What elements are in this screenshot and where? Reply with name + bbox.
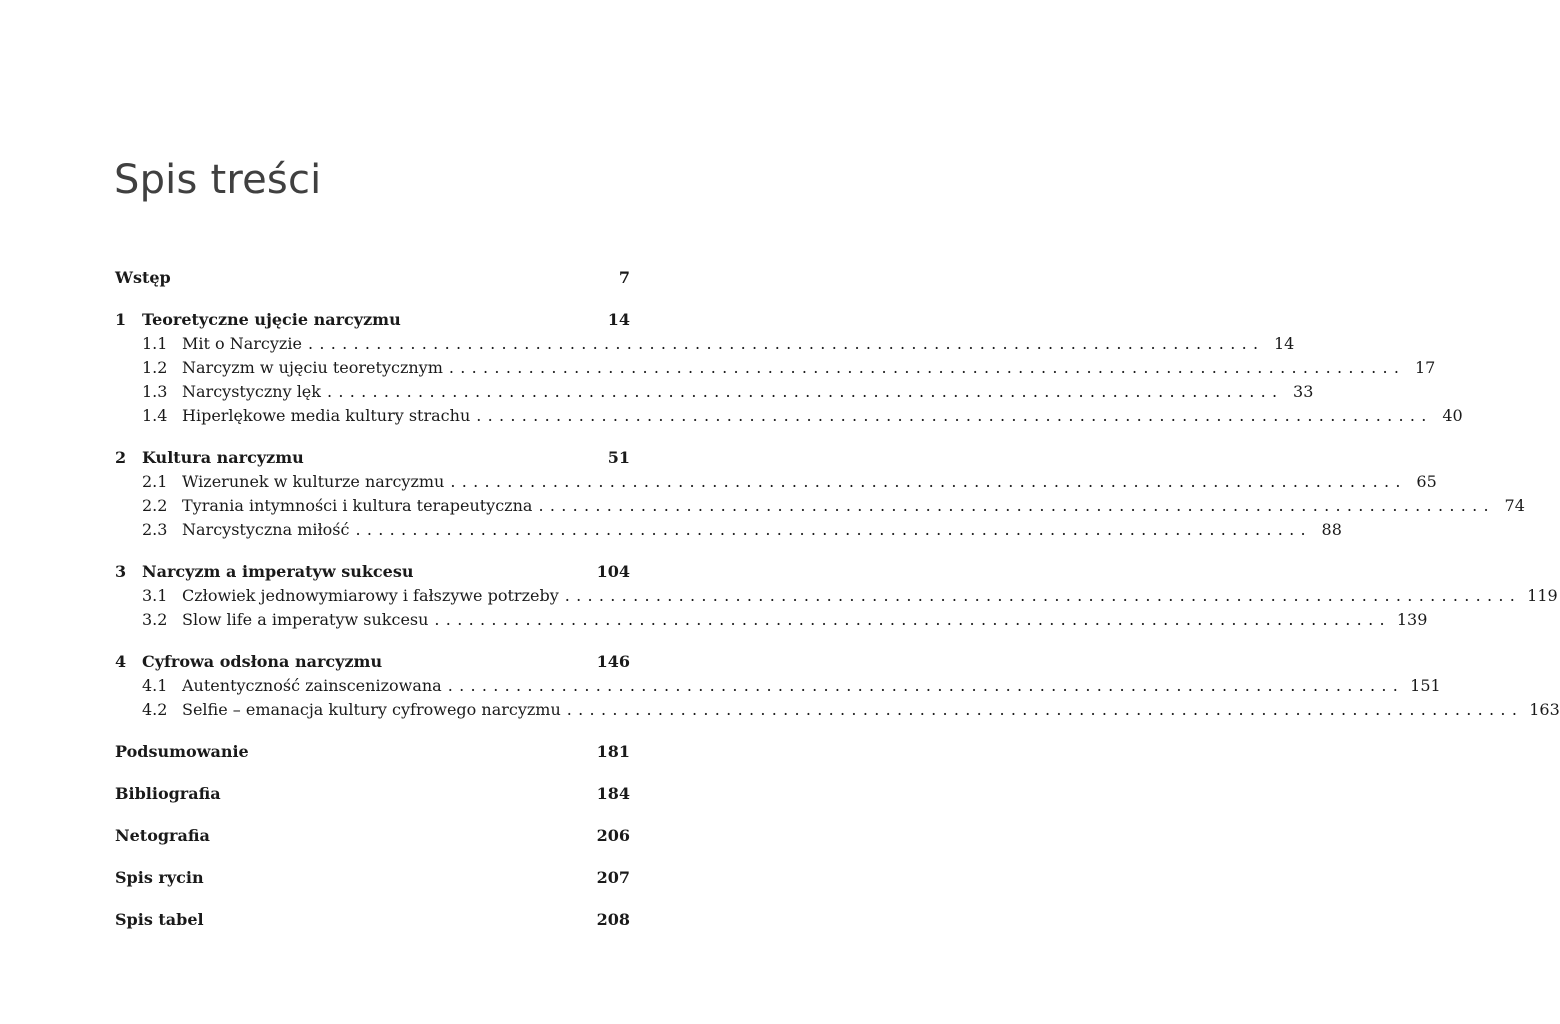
- chapter-title: Cyfrowa odsłona narcyzmu: [142, 652, 383, 671]
- toc-entry-title: Spis rycin: [115, 868, 204, 887]
- section-number: 1.1: [142, 334, 168, 353]
- toc-section-1-3[interactable]: [115, 380, 1314, 404]
- toc-entry-title: Bibliografia: [115, 784, 221, 803]
- chapter-title: Kultura narcyzmu: [142, 448, 304, 467]
- section-page: 14: [1274, 334, 1295, 353]
- toc-entry-bibliography[interactable]: [115, 782, 630, 806]
- toc-entry-title: Netografia: [115, 826, 210, 845]
- dot-leader: ....................................................................................: [566, 700, 1524, 719]
- section-page: 40: [1442, 406, 1463, 425]
- toc-section-3-1[interactable]: [115, 584, 1558, 608]
- toc-entry-list-of-tables[interactable]: [115, 908, 630, 932]
- section-page: 88: [1321, 520, 1342, 539]
- toc-entry-netography[interactable]: [115, 824, 630, 848]
- section-title: Narcystyczny lęk: [182, 382, 321, 401]
- section-number: 1.3: [142, 382, 168, 401]
- dot-leader: ....................................................................................: [447, 676, 1405, 695]
- toc-section-1-2[interactable]: [115, 356, 1436, 380]
- chapter-title: Teoretyczne ujęcie narcyzmu: [142, 310, 401, 329]
- dot-leader: ....................................................................................: [538, 496, 1495, 515]
- toc-entry-list-of-figures[interactable]: [115, 866, 630, 890]
- chapter-page: 104: [596, 562, 630, 581]
- section-title: Hiperlękowe media kultury strachu: [182, 406, 471, 425]
- dot-leader: ....................................................................................: [450, 472, 1407, 491]
- section-number: 4.1: [142, 676, 168, 695]
- toc-section-1-4[interactable]: [115, 404, 1463, 428]
- section-number: 1.4: [142, 406, 168, 425]
- section-page: 17: [1414, 358, 1436, 377]
- toc-chapter-2[interactable]: [115, 446, 630, 470]
- chapter-title: Narcyzm a imperatyw sukcesu: [142, 562, 414, 581]
- toc-entry-page: 184: [596, 784, 630, 803]
- section-page: 74: [1504, 496, 1525, 515]
- section-page: 163: [1529, 700, 1560, 719]
- section-page: 119: [1527, 586, 1558, 605]
- toc-entry-title: Podsumowanie: [115, 742, 249, 761]
- chapter-number: 4: [115, 652, 127, 671]
- section-title: Narcyzm w ujęciu teoretycznym: [182, 358, 443, 377]
- chapter-number: 2: [115, 448, 127, 467]
- section-number: 2.3: [142, 520, 168, 539]
- toc-section-2-1[interactable]: [115, 470, 1437, 494]
- section-number: 1.2: [142, 358, 168, 377]
- toc-section-4-2[interactable]: [115, 698, 1560, 722]
- dot-leader: ....................................................................................: [448, 358, 1406, 377]
- chapter-page: 51: [607, 448, 630, 467]
- toc-entry-page: 208: [596, 910, 630, 929]
- chapter-page: 146: [596, 652, 630, 671]
- dot-leader: ....................................................................................: [307, 334, 1265, 353]
- toc-entry-title: Spis tabel: [115, 910, 204, 929]
- section-number: 3.1: [142, 586, 168, 605]
- section-title: Narcystyczna miłość: [182, 520, 350, 539]
- section-page: 65: [1416, 472, 1437, 491]
- section-title: Tyrania intymności i kultura terapeutyczna: [182, 496, 533, 515]
- chapter-page: 14: [607, 310, 630, 329]
- toc-section-3-2[interactable]: [115, 608, 1428, 632]
- toc-section-2-3[interactable]: [115, 518, 1342, 542]
- section-title: Autentyczność zainscenizowana: [182, 676, 442, 695]
- dot-leader: ....................................................................................: [355, 520, 1312, 539]
- toc-entry-summary[interactable]: [115, 740, 630, 764]
- section-title: Wizerunek w kulturze narcyzmu: [182, 472, 445, 491]
- toc-entry-intro[interactable]: [115, 266, 630, 290]
- dot-leader: ....................................................................................: [564, 586, 1522, 605]
- toc-section-4-1[interactable]: [115, 674, 1441, 698]
- page-title: Spis treści: [114, 157, 322, 203]
- toc-chapter-3[interactable]: [115, 560, 630, 584]
- section-number: 4.2: [142, 700, 168, 719]
- dot-leader: ....................................................................................: [326, 382, 1284, 401]
- section-number: 2.1: [142, 472, 168, 491]
- section-page: 139: [1396, 610, 1428, 629]
- section-number: 2.2: [142, 496, 168, 515]
- section-page: 33: [1293, 382, 1314, 401]
- section-title: Selfie – emanacja kultury cyfrowego narcyzmu: [182, 700, 561, 719]
- toc-entry-title: Wstęp: [115, 268, 171, 287]
- section-number: 3.2: [142, 610, 168, 629]
- toc-section-1-1[interactable]: [115, 332, 1295, 356]
- toc-entry-page: 206: [596, 826, 630, 845]
- toc-entry-page: 181: [596, 742, 630, 761]
- section-title: Mit o Narcyzie: [182, 334, 302, 353]
- toc-entry-page: 7: [618, 268, 630, 287]
- toc-chapter-1[interactable]: [115, 308, 630, 332]
- toc-section-2-2[interactable]: [115, 494, 1525, 518]
- section-page: 151: [1410, 676, 1441, 695]
- toc-entry-page: 207: [596, 868, 630, 887]
- toc-chapter-4[interactable]: [115, 650, 630, 674]
- dot-leader: ....................................................................................: [434, 610, 1391, 629]
- section-title: Slow life a imperatyw sukcesu: [182, 610, 429, 629]
- table-of-contents: [115, 266, 1560, 932]
- dot-leader: ....................................................................................: [476, 406, 1433, 425]
- chapter-number: 3: [115, 562, 127, 581]
- section-title: Człowiek jednowymiarowy i fałszywe potrzeby: [182, 586, 559, 605]
- chapter-number: 1: [115, 310, 127, 329]
